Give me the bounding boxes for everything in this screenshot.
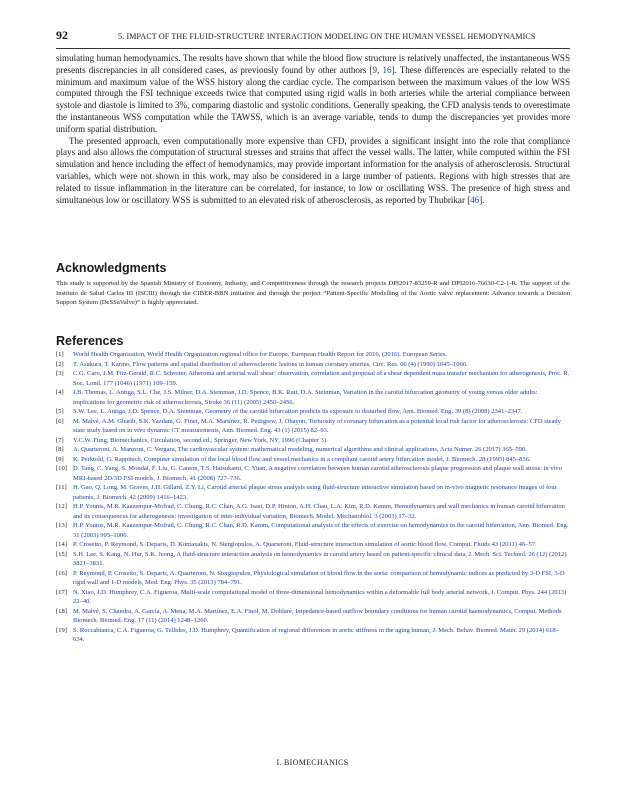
reference-number: [11] <box>56 484 67 491</box>
citation-link[interactable]: 16 <box>382 64 392 75</box>
body-text <box>56 53 570 206</box>
reference-text[interactable]: A. Quarteroni, A. Manzoni, C. Vergara, The cardiovascular system: mathematical modeling, numerical algorithms and clinical applications, Acta Numer. 26 (2017) 365–590. <box>73 446 527 453</box>
running-title: 5. IMPACT OF THE FLUID-STRUCTURE INTERACTION MODELING ON THE HUMAN VESSEL HEMODYNAMICS <box>118 32 536 41</box>
reference-item[interactable] <box>56 483 570 502</box>
reference-number: [2] <box>56 360 64 368</box>
reference-item[interactable] <box>56 407 570 417</box>
reference-text[interactable]: S.W. Lee, L. Antiga, J.D. Spence, D.A. Steinman, Geometry of the carotid bifurcation predicts its exposure to disturbed flow, Ann. Biomed. Eng. 39 (8) (2008) 2341–2347. <box>73 408 523 415</box>
reference-text[interactable]: C.G. Caro, J.M. Fitz-Gerald, R.C. Schroter, Atheroma and arterial wall shear: observation, correlation and proposal of a shear dependent mass transfer mechanism for atherogenesis, Proc. R. Soc. Lond. 177 (1046) (1971) 109–159. <box>73 370 570 387</box>
reference-text[interactable]: P. Crosetto, P. Reymond, S. Deparis, D. Kontaxakis, N. Stergiopulos, A. Quarteroni, Fluid-structure interaction simulation of aortic blood flow, Comput. Fluids 43 (2011) 46–57. <box>73 541 537 548</box>
reference-item[interactable] <box>56 569 570 588</box>
reference-text[interactable]: World Health Organization, World Health Organization regional office for Europe. European Health Report for 2016, (2016). European Series. <box>73 351 448 358</box>
reference-text[interactable]: J.B. Thomas, L. Antiga, S.L. Che, J.S. Milner, D.A. Steinman, J.D. Spence, B.K. Rutt, D.A. Steinman, Variation in the carotid bifurcation geometry of young versus older adults: implications for geometric risk of atherosclerosis, Stroke 36 (11) (2005) 2450–2456. <box>73 389 538 406</box>
reference-number: [12] <box>56 503 67 510</box>
reference-text[interactable]: M. Malvè, S. Chandra, A. García, A. Mena, M.A. Martínez, E.A. Finol, M. Doblaré, Impedance-based outflow boundary conditions for human carotid haemodynamics, Comput. Methods Biomech. Biomed. Eng. 17 (11) (2014) 1248–1260. <box>73 607 562 624</box>
acknowledgments-heading: Acknowledgments <box>56 261 167 275</box>
citation-link[interactable]: 9 <box>372 64 378 75</box>
reference-item[interactable] <box>56 455 570 465</box>
reference-item[interactable] <box>56 607 570 626</box>
reference-text[interactable]: K. Perktold, G. Rappitsch, Computer simulation of the local blood flow and vessel mechanics in a compliant carotid artery bifurcation model, J. Biomech. 28 (1995) 845–856. <box>73 455 531 463</box>
reference-number: [18] <box>56 607 67 615</box>
running-header <box>56 28 570 45</box>
acknowledgments-text: This study is supported by the Spanish Ministry of Economy, Industry, and Competitiveness through the research projects DPI2017-83259-R and DPI2016-76630-C2-1-R. The support of the Instituto de Salud Carlos III (ISCIII) through the CIBER-BBN initiative and through the project “Patient-Specific Modelling of the Aortic valve replacement: Advance towards a Decision Support System (DeSSaValve)” is highly appreciated. <box>56 280 570 306</box>
reference-text[interactable]: Y.C.W. Fung, Biomechanics, Circulation, second ed., Springer, New York, NY, 1996 (Chapter 3). <box>73 436 328 444</box>
reference-item[interactable] <box>56 388 570 407</box>
reference-text[interactable]: H. Gao, Q. Long, M. Graves, J.H. Gillard, Z.Y. Li, Carotid arterial plaque stress analysis using fluid-structure interactive simulation based on in-vivo magnetic resonance images of four patients, J. Biomech. 42 (2009) 1416–1423. <box>73 484 557 501</box>
reference-number: [4] <box>56 389 64 396</box>
reference-text[interactable]: H.P. Younis, M.R. Kaazempur-Mofrad, C. Chung, R.C. Chan, A.G. Isasi, D.P. Hinton, A.H. Chau, L.A. Kim, R.D. Kamm, Hemodynamics and wall mechanics in human carotid bifurcation and its consequences for atherogenesis: investigation of inter-individual variation, Biomech. Model. Mechanobiol. 3 (2003) 17–32. <box>73 503 565 520</box>
reference-item[interactable] <box>56 521 570 540</box>
reference-text[interactable]: N. Xiao, J.D. Humphrey, C.A. Figueroa, Multi-scale computational model of three-dimensional hemodynamics within a deformable full body arterial network, J. Comput. Phys. 244 (2013) 22–40. <box>73 588 567 605</box>
references-heading: References <box>56 334 124 348</box>
reference-number: [15] <box>56 550 67 558</box>
reference-item[interactable] <box>56 626 570 645</box>
footer-section-label: I. BIOMECHANICS <box>276 758 349 767</box>
reference-number: [10] <box>56 465 67 472</box>
reference-item[interactable] <box>56 540 570 550</box>
reference-number: [7] <box>56 436 64 444</box>
reference-item[interactable] <box>56 417 570 436</box>
reference-item[interactable] <box>56 445 570 455</box>
reference-text[interactable]: M. Malvè, A.M. Gharib, S.K. Yazdani, G. Finet, M.A. Martínez, R. Pettigrew, J. Ohayon, Tortuosity of coronary bifurcation as a potential local risk factor for atherosclerosis: CFD steady state study based on in vivo dynamic CT measurements, Ann. Biomed. Eng. 43 (1) (2015) 82–93. <box>73 417 561 434</box>
reference-number: [19] <box>56 626 67 634</box>
reference-item[interactable] <box>56 350 570 360</box>
reference-text[interactable]: P. Reymond, P. Crosetto, S. Deparis, A. Quarteroni, N. Stergiopulos, Physiological simulation of blood flow in the aorta: comparison of hemodynamic indices as predicted by 3-D FSI, 3-D rigid wall and 1-D models, Med. Eng. Phys. 35 (2013) 784–791. <box>73 569 565 586</box>
reference-number: [3] <box>56 370 64 377</box>
reference-item[interactable] <box>56 436 570 446</box>
reference-number: [9] <box>56 455 64 463</box>
reference-text[interactable]: S.H. Lee, S. Kang, N. Hur, S.K. Jeong, A fluid-structure interaction analysis on hemodynamics in carotid artery based on patient-specific clinical data, J. Mech. Sci. Technol. 26 (12) (2012) 3821–3831. <box>73 550 567 567</box>
reference-text[interactable]: S. Roccabianca, C.A. Figueroa, G. Tellides, J.D. Humphrey, Quantification of regional differences in aortic stiffness in the aging human, J. Mech. Behav. Biomed. Mater. 29 (2014) 618–634. <box>73 626 559 643</box>
reference-number: [1] <box>56 351 64 358</box>
reference-text[interactable]: H.P. Younis, M.R. Kaazempur-Mofrad, C. Chung, R.C. Chan, R.D. Kamm, Computational analysis of the effects of exercise on hemodynamics in the carotid bifurcation, Ann. Biomed. Eng. 31 (2003) 995–1006. <box>73 522 569 539</box>
reference-item[interactable] <box>56 369 570 388</box>
header-rule <box>56 48 570 49</box>
reference-item[interactable] <box>56 464 570 483</box>
reference-item[interactable] <box>56 502 570 521</box>
paragraph-1: simulating human hemodynamics. The results have shown that while the blood flow structure is relatively unaffected, the instantaneous WSS presents discrepancies in all considered cases, as previously found by other authors [9, 16]. These differences are especially related to the minimum and maximum value of the WSS history along the cardiac cycle. The comparison between the maximum values of the low WSS computed through the FSI technique exceeds twice that computed using rigid walls in both arteries while the arterial compliance between systole and diastole is limited to 3%, comparing diastolic and systolic conditions. Generally speaking, the CFD analysis tends to overestimate the instantaneous WSS computation while the TAWSS, which is an average variable, tends to dump the discrepancies yet provides more uniform spatial distribution. <box>56 53 570 134</box>
reference-text[interactable]: D. Tang, C. Yang, S. Mondal, F. Liu, G. Canton, T.S. Hatsukami, C. Yuan, A negative correlation between human carotid atherosclerosis plaque progression and plaque wall stress: in vivo MRI-based 2D/3D FSI models, J. Biomech. 41 (2008) 727–736. <box>73 465 562 482</box>
reference-item[interactable] <box>56 550 570 569</box>
reference-number: [6] <box>56 417 64 425</box>
reference-item[interactable] <box>56 360 570 370</box>
reference-number: [13] <box>56 522 67 529</box>
reference-number: [8] <box>56 446 64 453</box>
citation-link[interactable]: 46 <box>470 194 480 205</box>
paragraph-2: The presented approach, even computationally more expensive than CFD, provides a significant insight into the role that compliance plays and also allows the computation of structural stresses and strains that affect the vessel walls. The latter, while computed within the FSI simulation and hence including the effect of hemodynamics, may provide important information for the analysis of atherosclerosis. Structural variables, which were not shown in this work, may also be considered in a large number of patients. Regions with high stresses that are related to tissue inflammation in the literature can be correlated, for instance, to low or oscillating WSS. The presence of high stress and simultaneous low or oscillatory WSS is submitted to an elevated risk of atherosclerosis, as reported by Thubrikar [46]. <box>56 135 570 205</box>
reference-number: [16] <box>56 569 67 577</box>
page-number: 92 <box>56 28 68 42</box>
reference-item[interactable] <box>56 588 570 607</box>
reference-number: [5] <box>56 408 64 415</box>
reference-list <box>56 350 570 645</box>
reference-number: [17] <box>56 588 67 596</box>
reference-number: [14] <box>56 541 67 548</box>
reference-text[interactable]: T. Asakura, T. Karino, Flow patterns and spatial distribution of atherosclerotic lesions in human coronary arteries, Circ. Res. 66 (4) (1990) 1045–1066. <box>73 360 468 368</box>
